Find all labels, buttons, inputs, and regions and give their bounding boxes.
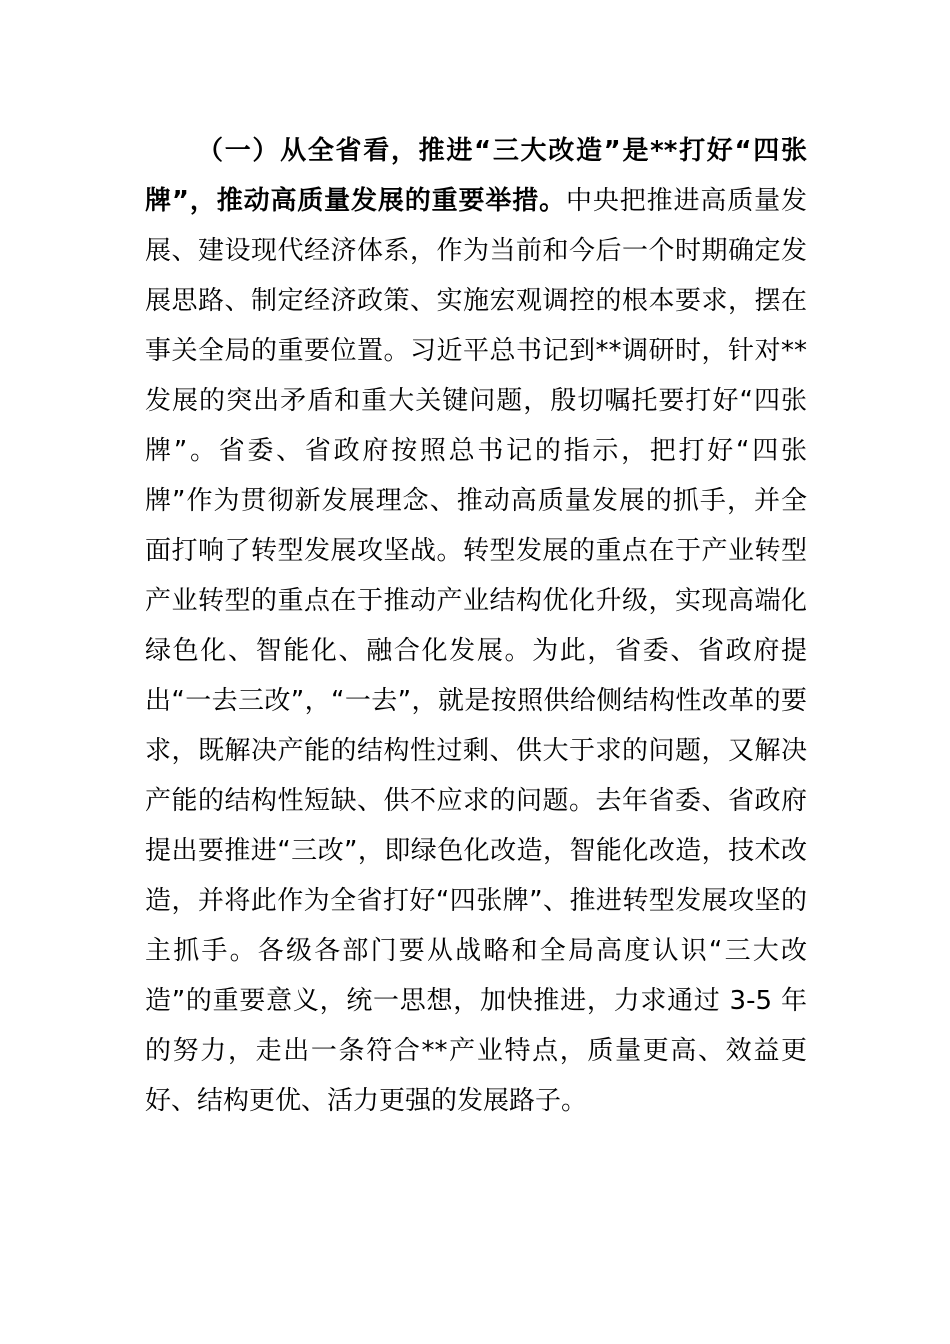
- section-body-text: 中央把推进高质量发展、建设现代经济体系，作为当前和今后一个时期确定发展思路、制定经济政策、实施宏观调控的根本要求，摆在事关全局的重要位置。习近平总书记到**调研时，针对**发展的突出矛盾和重大关键问题，殷切嘱托要打好“四张牌”。省委、省政府按照总书记的指示，把打好“四张牌”作为贯彻新发展理念、推动高质量发展的抓手，并全面打响了转型发展攻坚战。转型发展的重点在于产业转型产业转型的重点在于推动产业结构优化升级，实现高端化绿色化、智能化、融合化发展。为此，省委、省政府提出“一去三改”，“一去”，就是按照供给侧结构性改革的要求，既解决产能的结构性过剩、供大于求的问题，又解决产能的结构性短缺、供不应求的问题。去年省委、省政府提出要推进“三改”，即绿色化改造，智能化改造，技术改造，并将此作为全省打好“四张牌”、推进转型发展攻坚的主抓手。各级各部门要从战略和全局高度认识“三大改造”的重要意义，统一思想，加快推进，力求通过 3-5 年的努力，走出一条符合**产业特点，质量更高、效益更好、结构更优、活力更强的发展路子。: [145, 186, 807, 1116]
- section-lead-sentence: （一）从全省看，推进“三大改造”是**打好“四张牌”，推动高质量发展的重要举措。: [145, 136, 807, 216]
- section-paragraph: [145, 126, 807, 1126]
